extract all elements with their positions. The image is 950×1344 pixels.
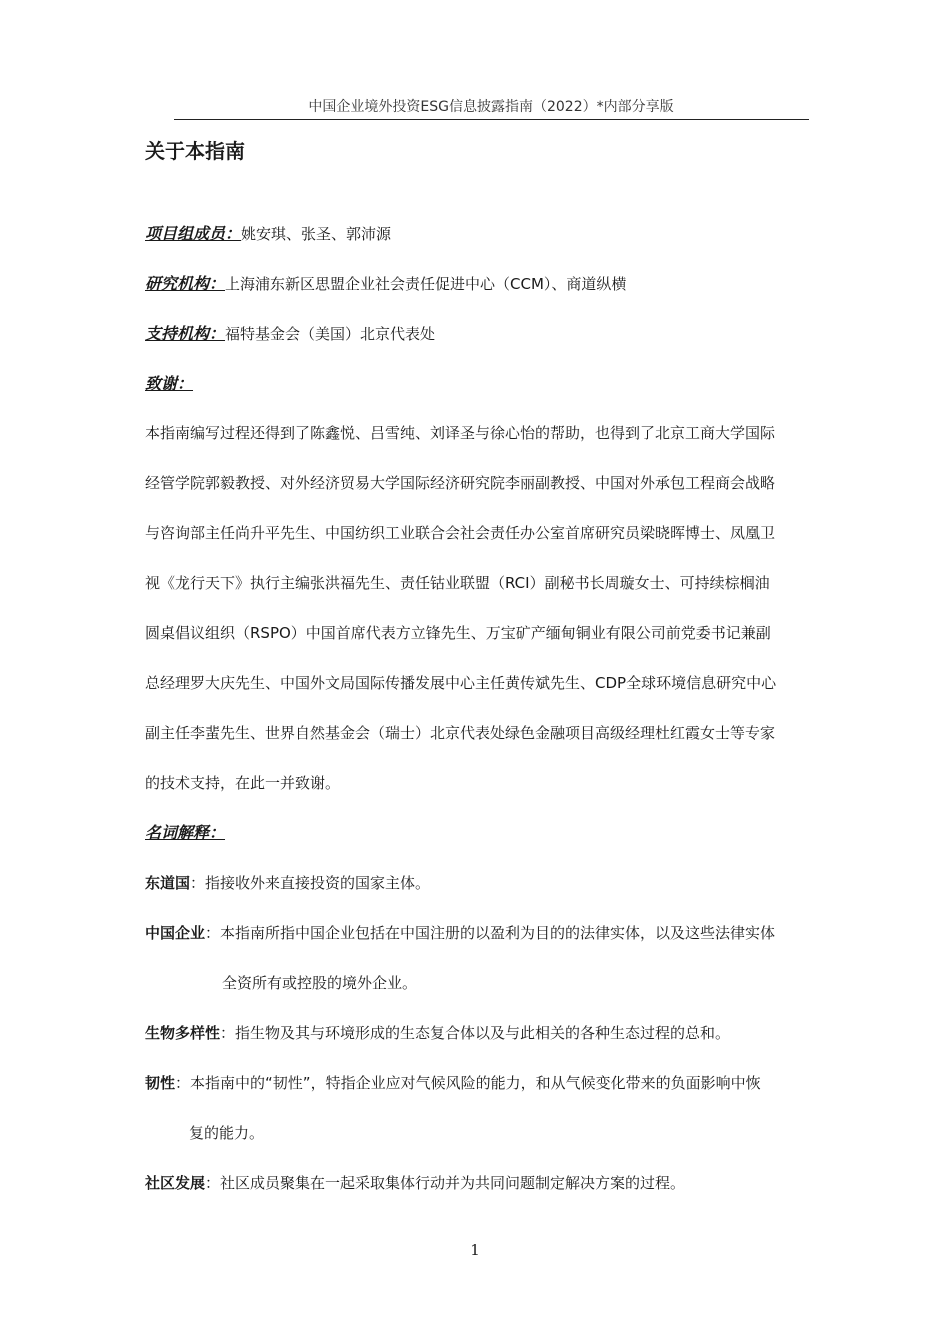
- thanks-heading: [145, 373, 193, 395]
- support-value: 福特基金会（美国）北京代表处: [225, 325, 436, 343]
- glossary-heading: [145, 822, 225, 844]
- acknowledgement-line: 经管学院郭毅教授、对外经济贸易大学国际经济研究院李丽副教授、中国对外承包工程商会战略: [145, 474, 776, 492]
- glossary-sep: ：: [190, 874, 206, 892]
- thanks-label: 致谢：: [145, 374, 194, 393]
- members-value: 姚安琪、张圣、郭沛源: [241, 225, 392, 243]
- glossary-sep: ：: [205, 1174, 221, 1192]
- glossary-item-community-development: [145, 1172, 685, 1194]
- institution-label: 研究机构：: [145, 274, 226, 293]
- glossary-item-resilience: [145, 1072, 761, 1094]
- acknowledgement-line: 与咨询部主任尚升平先生、中国纺织工业联合会社会责任办公室首席研究员梁晓晖博士、凤凰卫: [145, 524, 776, 542]
- acknowledgement-line: 总经理罗大庆先生、中国外文局国际传播发展中心主任黄传斌先生、CDP全球环境信息研究中心: [145, 674, 777, 692]
- glossary-sep: ：: [175, 1074, 191, 1092]
- page-title: 关于本指南: [145, 139, 245, 163]
- institution-line: [145, 273, 626, 295]
- institution-value: 上海浦东新区思盟企业社会责任促进中心（CCM）、商道纵横: [225, 275, 627, 293]
- glossary-definition-continued: 复的能力。: [189, 1124, 265, 1142]
- support-label: 支持机构：: [145, 324, 226, 343]
- glossary-term: 中国企业: [145, 924, 206, 942]
- page-number: 1: [470, 1241, 480, 1259]
- glossary-sep: ：: [220, 1024, 236, 1042]
- acknowledgement-line: 副主任李蜚先生、世界自然基金会（瑞士）北京代表处绿色金融项目高级经理杜红霞女士等专家: [145, 724, 776, 742]
- glossary-item-chinese-enterprise: [145, 922, 775, 944]
- members-label: 项目组成员：: [145, 224, 242, 243]
- running-header: 中国企业境外投资ESG信息披露指南（2022）*内部分享版: [308, 99, 674, 115]
- glossary-definition: 本指南所指中国企业包括在中国注册的以盈利为目的的法律实体，以及这些法律实体: [220, 924, 776, 942]
- glossary-term: 韧性: [145, 1074, 176, 1092]
- glossary-definition-continued: 全资所有或控股的境外企业。: [222, 974, 418, 992]
- glossary-item-biodiversity: [145, 1022, 730, 1044]
- header-rule: [174, 119, 809, 120]
- glossary-definition: 指生物及其与环境形成的生态复合体以及与此相关的各种生态过程的总和。: [235, 1024, 731, 1042]
- acknowledgement-line: 圆桌倡议组织（RSPO）中国首席代表方立锋先生、万宝矿产缅甸铜业有限公司前党委书记兼副: [145, 624, 771, 642]
- glossary-term: 生物多样性: [145, 1024, 221, 1042]
- acknowledgement-paragraph: [145, 408, 808, 808]
- acknowledgement-line: 视《龙行天下》执行主编张洪福先生、责任钴业联盟（RCI）副秘书长周璇女士、可持续棕榈油: [145, 574, 770, 592]
- glossary-term: 东道国: [145, 874, 191, 892]
- glossary-item-host-country: [145, 872, 430, 894]
- members-line: [145, 223, 391, 245]
- glossary-definition: 指接收外来直接投资的国家主体。: [205, 874, 431, 892]
- glossary-term: 社区发展: [145, 1174, 206, 1192]
- acknowledgement-line: 本指南编写过程还得到了陈鑫悦、吕雪纯、刘译圣与徐心怡的帮助，也得到了北京工商大学国际: [145, 424, 776, 442]
- glossary-label: 名词解释：: [145, 823, 226, 842]
- glossary-definition: 社区成员聚集在一起采取集体行动并为共同问题制定解决方案的过程。: [220, 1174, 686, 1192]
- support-line: [145, 323, 435, 345]
- glossary-definition: 本指南中的“韧性”，特指企业应对气候风险的能力，和从气候变化带来的负面影响中恢: [190, 1074, 761, 1092]
- acknowledgement-line: 的技术支持，在此一并致谢。: [145, 774, 341, 792]
- glossary-sep: ：: [205, 924, 221, 942]
